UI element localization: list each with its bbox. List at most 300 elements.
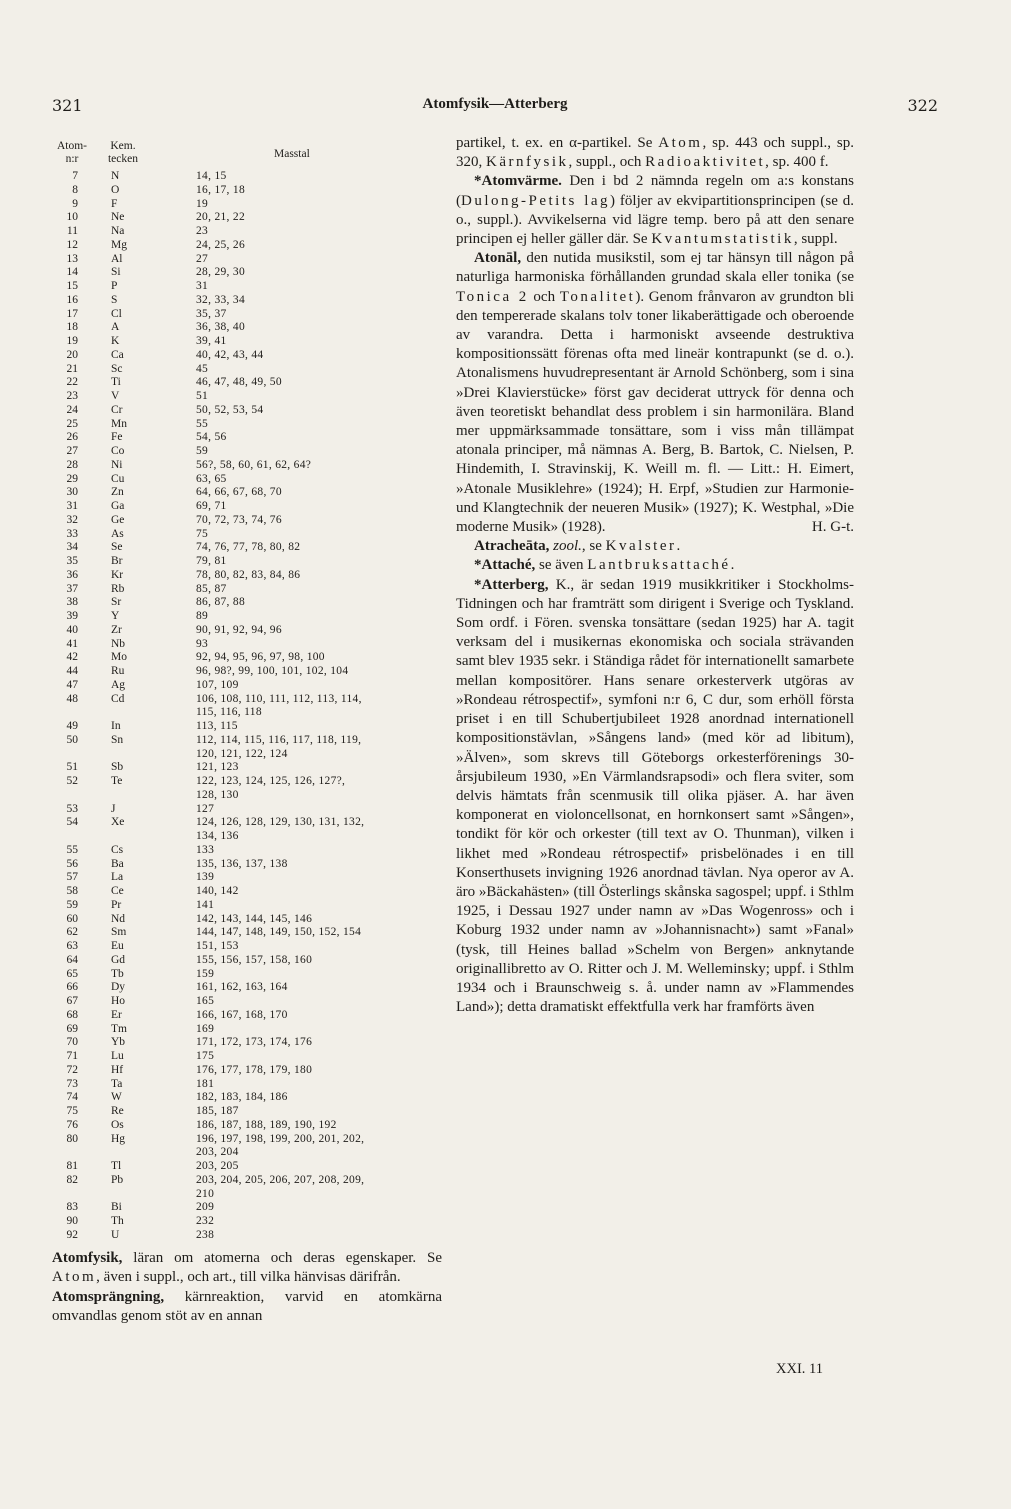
element-symbol: Ce xyxy=(111,885,124,897)
table-row xyxy=(52,363,442,377)
mass-numbers: 176, 177, 178, 179, 180 xyxy=(196,1063,313,1076)
atom-number: 56 xyxy=(66,857,78,870)
element-symbol: Ne xyxy=(111,211,125,224)
atom-number: 24 xyxy=(66,403,78,416)
table-row xyxy=(52,583,442,597)
mass-numbers: 16, 17, 18 xyxy=(196,183,245,196)
element-symbol: K xyxy=(111,335,120,347)
atom-number: 9 xyxy=(72,197,78,210)
element-symbol: As xyxy=(111,527,124,540)
atom-number: 51 xyxy=(66,761,78,774)
table-row xyxy=(52,748,442,762)
table-row xyxy=(52,225,442,239)
element-symbol: Co xyxy=(111,445,125,457)
atom-number: 30 xyxy=(66,486,78,499)
mass-numbers: 90, 91, 92, 94, 96 xyxy=(196,623,282,636)
atom-number: 33 xyxy=(66,527,78,540)
atom-number: 69 xyxy=(66,1022,78,1035)
mass-numbers: 171, 172, 173, 174, 176 xyxy=(196,1036,313,1049)
element-symbol: Pr xyxy=(111,898,122,911)
element-symbol: Ni xyxy=(111,458,123,471)
table-row xyxy=(52,1023,442,1037)
mass-numbers: 141 xyxy=(196,898,215,911)
mass-numbers: 115, 116, 118 xyxy=(196,706,262,719)
table-row xyxy=(52,528,442,542)
mass-numbers: 55 xyxy=(196,417,209,430)
atom-number: 27 xyxy=(66,445,78,457)
element-symbol: Ba xyxy=(111,857,124,870)
element-symbol: Ho xyxy=(111,995,126,1007)
element-symbol: Pb xyxy=(111,1173,124,1186)
element-symbol: Ta xyxy=(111,1077,123,1090)
element-symbol: O xyxy=(111,183,120,196)
atom-number: 37 xyxy=(66,582,78,595)
table-row xyxy=(52,858,442,872)
atom-number: 21 xyxy=(66,362,78,375)
mass-numbers: 63, 65 xyxy=(196,472,227,485)
atom-number: 11 xyxy=(66,225,78,237)
atom-number: 72 xyxy=(66,1063,78,1076)
col-symbol: Kem. tecken xyxy=(107,140,138,165)
element-symbol: Y xyxy=(111,610,120,622)
atom-number: 52 xyxy=(66,775,78,787)
entry-atonal: Atonāl, den nutida musikstil, som ej tar hänsyn till någon på naturliga harmoniska förhållanden grundad skala eller tonika (se Tonica 2 och Tonalitet). Genom frånvaron av grundton bli den tempererade skalans tolv toner likaberättigade och oberoende av varandra. Detta i harmoniskt avseende destruktiva kompositionssätt förenas ofta med lineär kontrapunkt (se d. o.). Atonalismens huvudrepresentant är Arnold Schönberg, som i sina »Drei Klavierstücke» först gav deciderat uttryck för denna och även teoretiskt behandlat dess problem i sin harmonilära. Bland mer uppmärksammade tonsättare, som i viss mån tillämpat atonala principer, må nämnas A. Berg, B. Bartok, C. Nielsen, P. Hindemith, I. Stravinskij, K. Weill m. fl. — Litt.: H. Eimert, »Atonale Musiklehre» (1924); H. Erpf, »Studien zur Harmonie- und Klangtechnik der neueren Musik» (1927); K. Westphal, »Die moderne Musik» (1928). H. G-t. xyxy=(456,250,854,536)
element-symbol: Ga xyxy=(111,500,125,512)
mass-numbers: 24, 25, 26 xyxy=(196,238,245,251)
element-symbol: V xyxy=(111,390,120,402)
table-row xyxy=(52,486,442,500)
table-header xyxy=(52,140,442,170)
table-row xyxy=(52,239,442,253)
atom-number: 34 xyxy=(66,541,78,554)
element-symbol: Mn xyxy=(111,417,127,430)
table-row xyxy=(52,1009,442,1023)
table-row xyxy=(52,775,442,789)
table-row xyxy=(52,926,442,940)
element-symbol xyxy=(78,789,196,803)
element-symbol: Os xyxy=(111,1118,124,1131)
atom-number: 90 xyxy=(66,1215,78,1227)
mass-numbers: 28, 29, 30 xyxy=(196,266,245,279)
atom-number: 83 xyxy=(66,1201,78,1214)
mass-numbers: 93 xyxy=(196,637,209,650)
element-symbol: Tm xyxy=(111,1022,127,1035)
table-row xyxy=(52,1133,442,1147)
atom-number: 80 xyxy=(66,1132,78,1145)
table-row xyxy=(52,1201,442,1215)
atom-number: 73 xyxy=(66,1077,78,1090)
mass-numbers: 112, 114, 115, 116, 117, 118, 119, xyxy=(196,733,362,746)
table-row xyxy=(52,610,442,624)
table-row xyxy=(52,514,442,528)
atom-number: 54 xyxy=(66,816,78,829)
mass-numbers: 56?, 58, 60, 61, 62, 64? xyxy=(196,458,312,471)
element-symbol xyxy=(78,1146,196,1160)
atom-number: 59 xyxy=(66,898,78,911)
atom-number: 63 xyxy=(66,940,78,952)
table-row xyxy=(52,830,442,844)
mass-numbers: 203, 204 xyxy=(196,1146,239,1159)
atom-number xyxy=(52,706,78,720)
mass-numbers: 135, 136, 137, 138 xyxy=(196,857,288,870)
mass-numbers: 78, 80, 82, 83, 84, 86 xyxy=(196,568,301,581)
atom-number: 57 xyxy=(66,871,78,884)
atom-number xyxy=(52,1188,78,1202)
atom-number: 15 xyxy=(66,280,78,292)
table-row xyxy=(52,445,442,459)
atom-number: 55 xyxy=(66,843,78,856)
mass-numbers: 45 xyxy=(196,362,209,375)
entry-attache: *Attaché, se även Lantbruksattaché. xyxy=(474,557,735,574)
atom-number: 18 xyxy=(66,321,78,334)
entry-continuation: partikel, t. ex. en α-partikel. Se Atom, sp. 443 och suppl., sp. 320, Kärnfysik, suppl., och Radioaktivitet, sp. 400 f. xyxy=(456,135,854,171)
mass-numbers: 196, 197, 198, 199, 200, 201, 202, xyxy=(196,1132,365,1145)
element-symbol: Yb xyxy=(111,1036,126,1049)
table-row xyxy=(52,706,442,720)
element-symbol: W xyxy=(111,1091,122,1104)
element-symbol xyxy=(78,748,196,762)
table-row xyxy=(52,871,442,885)
element-symbol: Te xyxy=(111,775,123,787)
mass-numbers: 185, 187 xyxy=(196,1105,239,1117)
element-symbol: Zn xyxy=(111,486,124,499)
isotope-table xyxy=(52,170,442,1243)
atom-number: 32 xyxy=(66,513,78,526)
element-symbol: Al xyxy=(111,252,123,265)
atom-number: 10 xyxy=(66,211,78,224)
mass-numbers: 20, 21, 22 xyxy=(196,211,245,224)
element-symbol xyxy=(78,1188,196,1202)
table-row xyxy=(52,720,442,734)
table-row xyxy=(52,844,442,858)
table-row xyxy=(52,184,442,198)
mass-numbers: 155, 156, 157, 158, 160 xyxy=(196,953,313,966)
atom-number: 65 xyxy=(66,967,78,980)
table-row xyxy=(52,349,442,363)
element-symbol: Tb xyxy=(111,967,124,980)
table-row xyxy=(52,280,442,294)
mass-numbers: 203, 205 xyxy=(196,1160,239,1172)
table-row xyxy=(52,1064,442,1078)
atom-number: 75 xyxy=(66,1105,78,1117)
atom-number: 71 xyxy=(66,1050,78,1062)
table-row xyxy=(52,1146,442,1160)
atom-number xyxy=(52,748,78,762)
table-row xyxy=(52,266,442,280)
element-symbol: N xyxy=(111,170,120,182)
mass-numbers: 182, 183, 184, 186 xyxy=(196,1091,288,1104)
mass-numbers: 86, 87, 88 xyxy=(196,596,245,609)
mass-numbers: 92, 94, 95, 96, 97, 98, 100 xyxy=(196,651,325,664)
element-symbol: Sm xyxy=(111,926,127,939)
element-symbol: Na xyxy=(111,225,125,237)
element-symbol: Ag xyxy=(111,678,126,691)
atom-number: 58 xyxy=(66,885,78,897)
atom-number: 66 xyxy=(66,981,78,994)
atom-number: 14 xyxy=(66,266,78,279)
element-symbol: Rb xyxy=(111,582,125,595)
mass-numbers: 107, 109 xyxy=(196,678,239,691)
element-symbol: Se xyxy=(111,541,123,554)
element-symbol xyxy=(78,830,196,844)
mass-numbers: 113, 115 xyxy=(196,720,238,732)
mass-numbers: 51 xyxy=(196,390,209,402)
mass-numbers: 54, 56 xyxy=(196,431,227,444)
mass-numbers: 32, 33, 34 xyxy=(196,293,245,306)
table-row xyxy=(52,1105,442,1119)
mass-numbers: 124, 126, 128, 129, 130, 131, 132, xyxy=(196,816,365,829)
table-row xyxy=(52,803,442,817)
left-prose xyxy=(52,1249,442,1327)
table-row xyxy=(52,679,442,693)
mass-numbers: 161, 162, 163, 164 xyxy=(196,981,288,994)
atom-number: 36 xyxy=(66,568,78,581)
element-symbol: Cd xyxy=(111,692,125,705)
table-row xyxy=(52,734,442,748)
element-symbol: Ru xyxy=(111,665,125,677)
element-symbol: Kr xyxy=(111,568,124,581)
atom-number: 48 xyxy=(66,692,78,705)
mass-numbers: 27 xyxy=(196,252,209,265)
mass-numbers: 122, 123, 124, 125, 126, 127?, xyxy=(196,775,346,787)
table-row xyxy=(52,569,442,583)
table-row xyxy=(52,761,442,775)
mass-numbers: 210 xyxy=(196,1187,215,1200)
mass-numbers: 133 xyxy=(196,843,215,856)
mass-numbers: 186, 187, 188, 189, 190, 192 xyxy=(196,1118,337,1131)
element-symbol: Hg xyxy=(111,1132,126,1145)
element-symbol: Xe xyxy=(111,816,125,829)
mass-numbers: 64, 66, 67, 68, 70 xyxy=(196,486,282,499)
element-symbol: Mg xyxy=(111,238,127,251)
mass-numbers: 50, 52, 53, 54 xyxy=(196,403,264,416)
atom-number: 42 xyxy=(66,651,78,664)
atom-number: 49 xyxy=(66,720,78,732)
element-symbol: J xyxy=(111,802,116,815)
table-row xyxy=(52,596,442,610)
atom-number: 70 xyxy=(66,1036,78,1049)
mass-numbers: 209 xyxy=(196,1201,215,1214)
mass-numbers: 31 xyxy=(196,280,209,292)
atom-number: 23 xyxy=(66,390,78,402)
atom-number: 82 xyxy=(66,1173,78,1186)
table-row xyxy=(52,253,442,267)
element-symbol: A xyxy=(111,321,120,334)
atom-number: 50 xyxy=(66,733,78,746)
table-row xyxy=(52,1174,442,1188)
mass-numbers: 40, 42, 43, 44 xyxy=(196,348,264,361)
element-symbol: Tl xyxy=(111,1160,122,1172)
col-masses: Masstal xyxy=(274,148,310,160)
mass-numbers: 134, 136 xyxy=(196,830,239,842)
mass-numbers: 181 xyxy=(196,1077,215,1090)
element-symbol: Bi xyxy=(111,1201,122,1214)
entry-atterberg: *Atterberg, K., är sedan 1919 musikkritiker i Stockholms-Tidningen och har framträtt som dirigent i Sverige och Tyskland. Som ordf. i Fören. svenska tonsättare (sedan 1925) har A. tagit verksam del i musikernas ekonomiska och sociala strävanden samt blev 1935 sekr. i Ständiga rådet för internationellt samarbete mellan kompositörer. Hans senare orkesterverk utgöras av »Rondeau rétrospectif», symfoni n:r 6, C dur, som erhöll första priset i en till Schubertjubileet 1928 anordnad internationell kompositionstävlan, »Sångens land» (med kör ad libitum), »Älven», som skrevs till Göteborgs orkesterförenings 30-årsjubileum 1930, »En Värmlandsrapsodi» och flera sviter, som delvis hämtats från scenmusik till olika pjäser. A. har även komponerat en violoncellsonat, en hornkonsert samt »Sången», tondikt för kör och orkester (till text av O. Thunman), vilken i likhet med »Rondeau rétrospectif» prisbelönades i en till Konserthusets invigning 1926 anordnad tävlan. Nya operor av A. äro »Bäckahästen» (till Österlings skånska sagospel; uppf. i Sthlm 1925, i Dessau 1927 under namn av »Das Wogenross» och i Koburg 1932 under namn av »Johannisnacht») samt »Fanal» (tysk, till Heines ballad »Schelm von Bergen» anknytande originallibretto av O. Ritter och J. M. Welleminsky; uppf. i Sthlm 1934 och i Braunschweig s. å. under namn av »Flammendes Land»); detta dramatiskt effektfulla verk har framförts även xyxy=(456,576,854,1016)
mass-numbers: 144, 147, 148, 149, 150, 152, 154 xyxy=(196,926,362,939)
signature-mark: XXI. 11 xyxy=(776,1361,823,1377)
element-symbol: P xyxy=(111,280,118,292)
element-symbol: Nd xyxy=(111,912,126,925)
atom-number: 76 xyxy=(66,1118,78,1131)
mass-numbers: 159 xyxy=(196,967,215,980)
entry-atomfysik: Atomfysik, läran om atomerna och deras egenskaper. Se Atom, även i suppl., och art., till vilka hänvisas därifrån. xyxy=(52,1249,442,1285)
table-row xyxy=(52,390,442,404)
mass-numbers: 46, 47, 48, 49, 50 xyxy=(196,376,282,389)
atom-number: 40 xyxy=(66,623,78,636)
table-row xyxy=(52,940,442,954)
right-column xyxy=(456,134,854,1017)
element-symbol: Br xyxy=(111,555,123,567)
table-row xyxy=(52,968,442,982)
element-symbol: Re xyxy=(111,1105,124,1117)
mass-numbers: 127 xyxy=(196,802,215,815)
mass-numbers: 139 xyxy=(196,871,215,884)
mass-numbers: 121, 123 xyxy=(196,761,239,774)
mass-numbers: 120, 121, 122, 124 xyxy=(196,747,288,760)
table-row xyxy=(52,913,442,927)
page-number-left: 321 xyxy=(52,96,83,115)
mass-numbers: 142, 143, 144, 145, 146 xyxy=(196,912,313,925)
table-row xyxy=(52,473,442,487)
table-row xyxy=(52,1160,442,1174)
atom-number: 28 xyxy=(66,458,78,471)
atom-number: 47 xyxy=(66,678,78,691)
page-number-right: 322 xyxy=(907,96,938,115)
mass-numbers: 59 xyxy=(196,445,209,457)
table-row xyxy=(52,308,442,322)
table-row xyxy=(52,816,442,830)
table-row xyxy=(52,1229,442,1243)
atom-number: 16 xyxy=(66,293,78,306)
mass-numbers: 128, 130 xyxy=(196,788,239,801)
atom-number: 68 xyxy=(66,1008,78,1021)
atom-number: 8 xyxy=(72,183,78,196)
left-column xyxy=(52,140,442,1327)
mass-numbers: 35, 37 xyxy=(196,307,227,320)
mass-numbers: 165 xyxy=(196,995,215,1007)
element-symbol xyxy=(78,706,196,720)
atom-number: 44 xyxy=(66,665,78,677)
element-symbol: F xyxy=(111,197,118,210)
atom-number xyxy=(52,830,78,844)
element-symbol: Lu xyxy=(111,1050,124,1062)
atom-number: 31 xyxy=(66,500,78,512)
table-row xyxy=(52,954,442,968)
table-row xyxy=(52,376,442,390)
table-row xyxy=(52,1215,442,1229)
element-symbol: Gd xyxy=(111,953,126,966)
table-row xyxy=(52,1036,442,1050)
element-symbol: Fe xyxy=(111,431,123,444)
table-row xyxy=(52,651,442,665)
mass-numbers: 39, 41 xyxy=(196,335,227,347)
table-row xyxy=(52,170,442,184)
element-symbol: Eu xyxy=(111,940,124,952)
element-symbol: Cr xyxy=(111,403,123,416)
atom-number xyxy=(52,1146,78,1160)
mass-numbers: 36, 38, 40 xyxy=(196,321,245,334)
table-row xyxy=(52,211,442,225)
mass-numbers: 19 xyxy=(196,197,209,210)
atom-number: 39 xyxy=(66,610,78,622)
mass-numbers: 89 xyxy=(196,610,209,622)
entry-atracheata: Atracheāta, zool., se Kvalster. xyxy=(474,538,681,555)
table-row xyxy=(52,693,442,707)
atom-number: 25 xyxy=(66,417,78,430)
element-symbol: Ge xyxy=(111,513,125,526)
table-row xyxy=(52,638,442,652)
element-symbol: Sr xyxy=(111,596,122,609)
element-symbol: Nb xyxy=(111,637,126,650)
element-symbol: U xyxy=(111,1228,120,1241)
element-symbol: Sc xyxy=(111,362,123,375)
entry-atomsprangning: Atomsprängning, kärnreaktion, varvid en atomkärna omvandlas genom stöt av en annan xyxy=(52,1288,442,1324)
table-row xyxy=(52,789,442,803)
element-symbol: Ca xyxy=(111,348,124,361)
element-symbol: Zr xyxy=(111,623,122,636)
element-symbol: Dy xyxy=(111,981,126,994)
table-row xyxy=(52,321,442,335)
element-symbol: S xyxy=(111,293,118,306)
element-symbol: Cs xyxy=(111,843,124,856)
table-row xyxy=(52,1091,442,1105)
table-row xyxy=(52,1050,442,1064)
table-row xyxy=(52,665,442,679)
mass-numbers: 169 xyxy=(196,1022,215,1035)
atom-number: 81 xyxy=(66,1160,78,1172)
atom-number: 22 xyxy=(66,376,78,389)
table-row xyxy=(52,1078,442,1092)
mass-numbers: 75 xyxy=(196,527,209,540)
atom-number: 29 xyxy=(66,472,78,485)
table-row xyxy=(52,555,442,569)
mass-numbers: 85, 87 xyxy=(196,582,227,595)
mass-numbers: 238 xyxy=(196,1228,215,1241)
mass-numbers: 232 xyxy=(196,1215,215,1227)
table-row xyxy=(52,335,442,349)
element-symbol: Si xyxy=(111,266,121,279)
running-title: Atomfysik—Atterberg xyxy=(422,96,568,112)
atom-number: 20 xyxy=(66,348,78,361)
atom-number xyxy=(52,789,78,803)
table-row xyxy=(52,198,442,212)
element-symbol: Hf xyxy=(111,1063,124,1076)
mass-numbers: 79, 81 xyxy=(196,555,227,567)
table-row xyxy=(52,1188,442,1202)
atom-number: 64 xyxy=(66,953,78,966)
element-symbol: In xyxy=(111,720,121,732)
atom-number: 74 xyxy=(66,1091,78,1104)
mass-numbers: 151, 153 xyxy=(196,940,239,952)
table-row xyxy=(52,541,442,555)
table-row xyxy=(52,981,442,995)
mass-numbers: 175 xyxy=(196,1050,215,1062)
table-row xyxy=(52,500,442,514)
table-row xyxy=(52,1119,442,1133)
atom-number: 92 xyxy=(66,1228,78,1241)
element-symbol: Er xyxy=(111,1008,122,1021)
mass-numbers: 96, 98?, 99, 100, 101, 102, 104 xyxy=(196,665,349,677)
atom-number: 17 xyxy=(66,307,78,320)
atom-number: 7 xyxy=(72,170,78,182)
element-symbol: Ti xyxy=(111,376,121,389)
atom-number: 53 xyxy=(66,802,78,815)
mass-numbers: 74, 76, 77, 78, 80, 82 xyxy=(196,541,301,554)
table-row xyxy=(52,404,442,418)
table-row xyxy=(52,899,442,913)
col-atom-number: Atom- n:r xyxy=(56,140,88,165)
table-row xyxy=(52,418,442,432)
